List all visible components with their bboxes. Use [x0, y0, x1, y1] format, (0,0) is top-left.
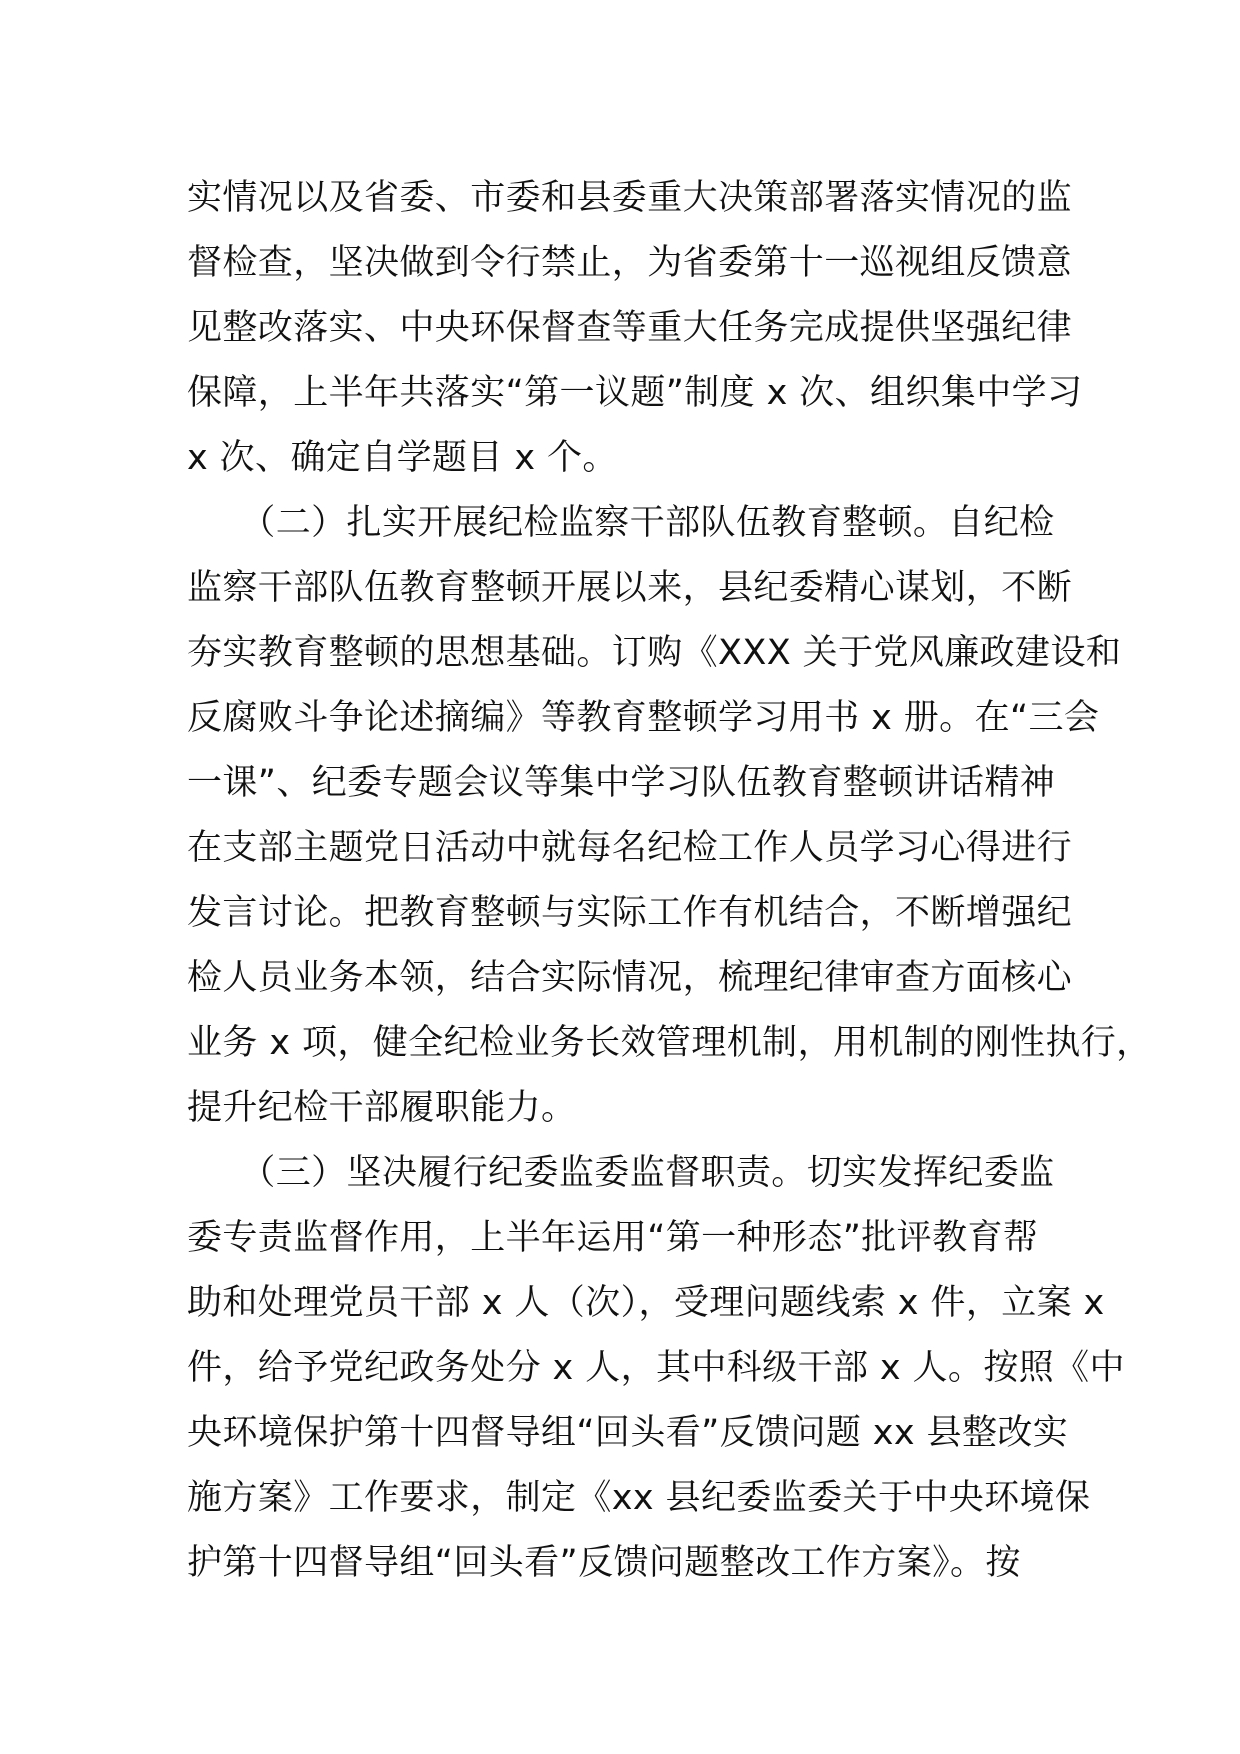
text-line: 施方案》工作要求，制定《xx 县纪委监委关于中央环境保: [187, 1478, 1091, 1518]
text-line: 发言讨论。把教育整顿与实际工作有机结合，不断增强纪: [187, 893, 1073, 933]
paragraph-1: [187, 166, 1083, 491]
body-text: [187, 166, 1152, 1596]
paragraph-3: [187, 1141, 1125, 1596]
text-line: 在支部主题党日活动中就每名纪检工作人员学习心得进行: [187, 828, 1073, 868]
text-line: 护第十四督导组“回头看”反馈问题整改工作方案》。按: [187, 1543, 1021, 1583]
text-line: 反腐败斗争论述摘编》等教育整顿学习用书 x 册。在“三会: [187, 698, 1100, 738]
text-line: 夯实教育整顿的思想基础。订购《XXX 关于党风廉政建设和: [187, 633, 1122, 673]
text-line: （二）扎实开展纪检监察干部队伍教育整顿。自纪检: [187, 503, 1055, 543]
text-line: 保障，上半年共落实“第一议题”制度 x 次、组织集中学习: [187, 373, 1083, 413]
text-line: 检人员业务本领，结合实际情况，梳理纪律审查方面核心: [187, 958, 1073, 998]
text-line: 业务 x 项，健全纪检业务长效管理机制，用机制的刚性执行，: [187, 1023, 1152, 1063]
text-line: x 次、确定自学题目 x 个。: [187, 438, 618, 478]
text-line: 委专责监督作用，上半年运用“第一种形态”批评教育帮: [187, 1218, 1039, 1258]
text-line: 提升纪检干部履职能力。: [187, 1088, 577, 1128]
text-line: （三）坚决履行纪委监委监督职责。切实发挥纪委监: [187, 1153, 1055, 1193]
text-line: 督检查，坚决做到令行禁止，为省委第十一巡视组反馈意: [187, 243, 1073, 283]
text-line: 助和处理党员干部 x 人（次），受理问题线索 x 件，立案 x: [187, 1283, 1105, 1323]
text-line: 见整改落实、中央环保督查等重大任务完成提供坚强纪律: [187, 308, 1073, 348]
text-line: 央环境保护第十四督导组“回头看”反馈问题 xx 县整改实: [187, 1413, 1069, 1453]
text-line: 一课”、纪委专题会议等集中学习队伍教育整顿讲话精神: [187, 763, 1056, 803]
text-line: 监察干部队伍教育整顿开展以来，县纪委精心谋划，不断: [187, 568, 1073, 608]
text-line: 件，给予党纪政务处分 x 人，其中科级干部 x 人。按照《中: [187, 1348, 1125, 1388]
paragraph-2: [187, 491, 1152, 1141]
text-line: 实情况以及省委、市委和县委重大决策部署落实情况的监: [187, 178, 1073, 218]
